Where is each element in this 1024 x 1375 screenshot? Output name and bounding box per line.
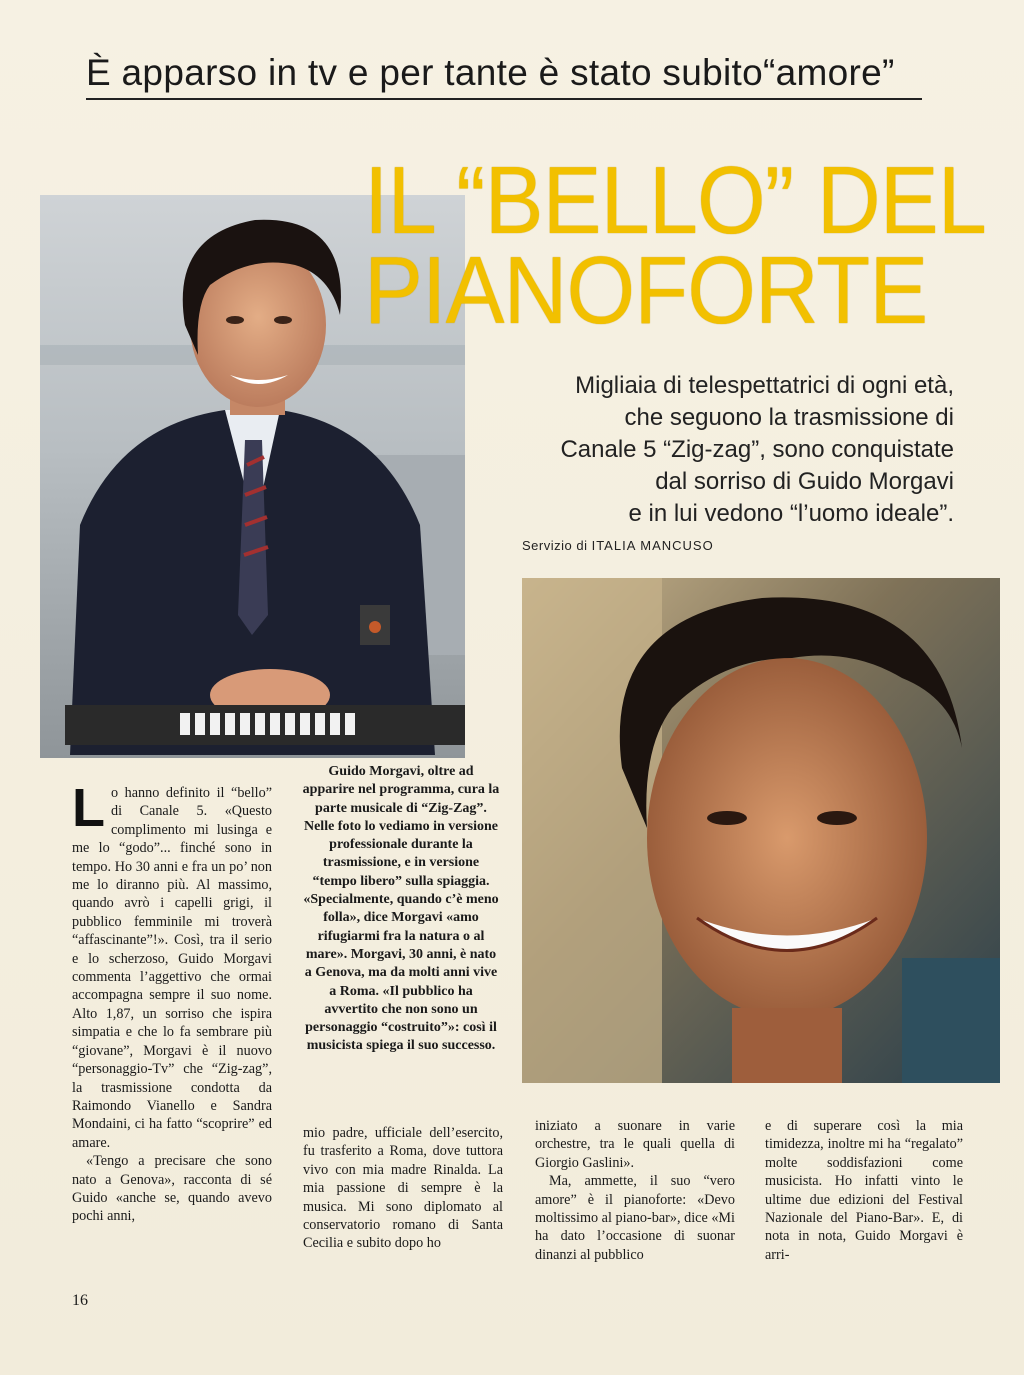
article-column-4 xyxy=(765,1117,963,1264)
byline xyxy=(522,538,714,553)
title-line-2: PIANOFORTE xyxy=(364,237,928,344)
standfirst-line: Canale 5 “Zig-zag”, sono conquistate xyxy=(560,436,954,463)
close-up-portrait-photo xyxy=(522,578,1000,1083)
paragraph: «Tengo a precisare che sono nato a Genova», racconta di sé Guido «anche se, quando avevo pochi anni, xyxy=(72,1153,272,1225)
standfirst-line: Migliaia di telespettatrici di ogni età, xyxy=(575,372,954,399)
standfirst-line: e in lui vedono “l’uomo ideale”. xyxy=(628,500,954,527)
article-column-2 xyxy=(303,1124,503,1253)
main-title xyxy=(364,147,986,344)
paragraph xyxy=(72,778,272,1152)
kicker-headline: È apparso in tv e per tante è stato subito“amore” xyxy=(86,50,922,100)
article-column-3 xyxy=(535,1117,735,1264)
page-number: 16 xyxy=(72,1292,88,1309)
standfirst-line: che seguono la trasmissione di xyxy=(624,404,954,431)
standfirst-line: dal sorriso di Guido Morgavi xyxy=(655,468,954,495)
photo-caption: Guido Morgavi, oltre ad apparire nel programma, cura la parte musicale di “Zig-Zag”. Nelle foto lo vediamo in versione professionale durante la trasmissione, e in versione “tempo libero” sulla spiaggia. «Specialmente, quando c’è meno folla», dice Morgavi «amo rifugiarmi fra la natura o al mare». Morgavi, 30 anni, è nato a Genova, ma da molti anni vive a Roma. «Il pubblico ha avvertito che non sono un personaggio “costruito”»: così il musicista spiega il suo successo. xyxy=(302,764,500,1054)
paragraph: mio padre, ufficiale dell’esercito, fu trasferito a Roma, dove tuttora vivo con mia madre Rinalda. La mia passione di sempre è la musica. Mi sono diplomato al conservatorio romano di Santa Cecilia e subito dopo ho xyxy=(303,1125,503,1252)
article-column-1 xyxy=(72,778,272,1226)
byline-author: ITALIA MANCUSO xyxy=(591,538,714,553)
drop-cap: L xyxy=(72,778,105,838)
standfirst xyxy=(484,370,954,530)
title-line-1: IL “BELLO” DEL xyxy=(364,147,986,254)
paragraph: Ma, ammette, il suo “vero amore” è il pianoforte: «Devo moltissimo al piano-bar», dice «Mi ha dato l’occasione di suonar dinanzi al pubblico xyxy=(535,1173,735,1263)
paragraph: e di superare così la mia timidezza, inoltre mi ha “regalato” molte soddisfazioni come musicista. Ho infatti vinto le ultime due edizioni del Festival Nazionale del Piano-Bar». E, di nota in nota, Guido Morgavi è arri- xyxy=(765,1118,963,1263)
byline-prefix: Servizio di xyxy=(522,538,588,553)
paragraph: iniziato a suonare in varie orchestre, tra le quali quella di Giorgio Gaslini». xyxy=(535,1118,735,1171)
paragraph-text: o hanno definito il “bello” di Canale 5. «Questo complimento mi lusinga e me lo “godo”... finché sono in tempo. Ho 30 anni e fra un po’ non me lo diranno più. Al massimo, quando avrò i capelli grigi, il pubblico femminile mi troverà “affascinante”!». Così, tra il serio e lo scherzoso, Guido Morgavi commenta l’aggettivo che ormai accompagna sempre il suo nome. Alto 1,87, un sorriso che ispira simpatia e che lo fa sembrare più “giovane”, Morgavi è il nuovo “personaggio-Tv” che “Zig-zag”, la trasmissione condotta da Raimondo Vianello e Sandra Mondaini, ci ha fatto “scoprire” ed amare. xyxy=(72,785,272,1151)
